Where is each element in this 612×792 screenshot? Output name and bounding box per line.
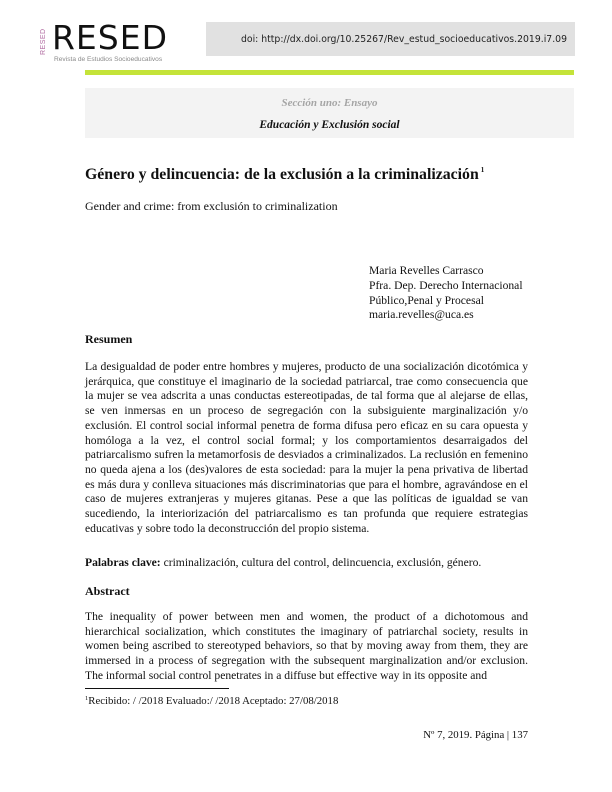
logo-wordmark: RESED — [52, 18, 168, 57]
abstract-heading: Abstract — [85, 584, 130, 598]
footnote — [85, 695, 338, 707]
article-title-text: Género y delincuencia: de la exclusión a la criminalización — [85, 166, 479, 183]
author-affiliation: Pfra. Dep. Derecho Internacional — [369, 278, 523, 292]
footnote-mark: 1 — [85, 695, 89, 702]
accent-divider — [85, 70, 574, 75]
keywords-text: criminalización, cultura del control, delincuencia, exclusión, género. — [160, 556, 482, 569]
article-subtitle: Gender and crime: from exclusión to criminalization — [85, 199, 338, 213]
author-affiliation-2: Público,Penal y Procesal — [369, 293, 484, 307]
resumen-text: La desigualdad de poder entre hombres y mujeres, producto de una socialización dicotómica y jerárquica, que constituye el imaginario de la sociedad patriarcal, trae como consecuencia que la mujer se vea adscrita a unas conductas estereotipadas, de tal forma que al alejarse de ellas, se ven inmersas en un proceso de segregación con la subsiguiente marginalización y/o exclusión. El control social informal penetra de forma difusa pero eficaz en su cara opuesta y homóloga a la vez, el control social formal; y los comportamientos desarraigados del patriarcalismo sufren la metamorfosis de desviados a criminalizados. La reclusión en femenino no queda ajena a los (des)valores de esta sociedad: para la mujer la pena privativa de libertad es más dura y conlleva situaciones más discriminatorias que para el hombre, agravándose en el caso de mujeres extranjeras y mujeres gitanas. Pese a que las políticas de igualdad se van sucediendo, la interiorización del patriarcalismo es tan profunda que requiere estrategias educativas y sobre todo la deconstrucción del propio sistema. — [85, 360, 528, 535]
footnote-text: Recibido: / /2018 Evaluado:/ /2018 Aceptado: 27/08/2018 — [88, 695, 339, 707]
journal-logo — [40, 18, 200, 64]
keywords-label: Palabras clave: — [85, 556, 161, 569]
author-name: Maria Revelles Carrasco — [369, 264, 484, 277]
title-footnote-mark[interactable]: 1 — [480, 166, 485, 174]
keywords — [85, 556, 481, 569]
logo-subtitle: Revista de Estudios Socioeducativos — [54, 56, 163, 63]
doi-banner — [206, 22, 575, 56]
doi-link[interactable]: doi: http://dx.doi.org/10.25267/Rev_estud_socioeducativos.2019.i7.09 — [240, 33, 567, 45]
section-label: Sección uno: Ensayo — [281, 97, 378, 109]
abstract-text: The inequality of power between men and women, the product of a dichotomous and hierarchical socialization, which constitutes the imaginary of patriarchal society, results in women being ascribed to stereotyped behaviors, so that by moving away from them, they are immersed in a process of segregation with the subsequent marginalization and/or exclusion. The informal social control penetrates in a diffuse but effective way in its opposite and — [85, 610, 528, 682]
section-title: Educación y Exclusión social — [259, 119, 400, 131]
page-footer: Nº 7, 2019. Página | 137 — [423, 729, 528, 741]
author-block — [369, 264, 523, 323]
author-email[interactable]: maria.revelles@uca.es — [369, 308, 474, 322]
article-title — [85, 166, 484, 184]
logo-vertical-text: RESED — [40, 28, 47, 56]
footnote-divider — [85, 688, 229, 689]
section-banner — [85, 88, 574, 138]
resumen-heading: Resumen — [85, 332, 133, 346]
